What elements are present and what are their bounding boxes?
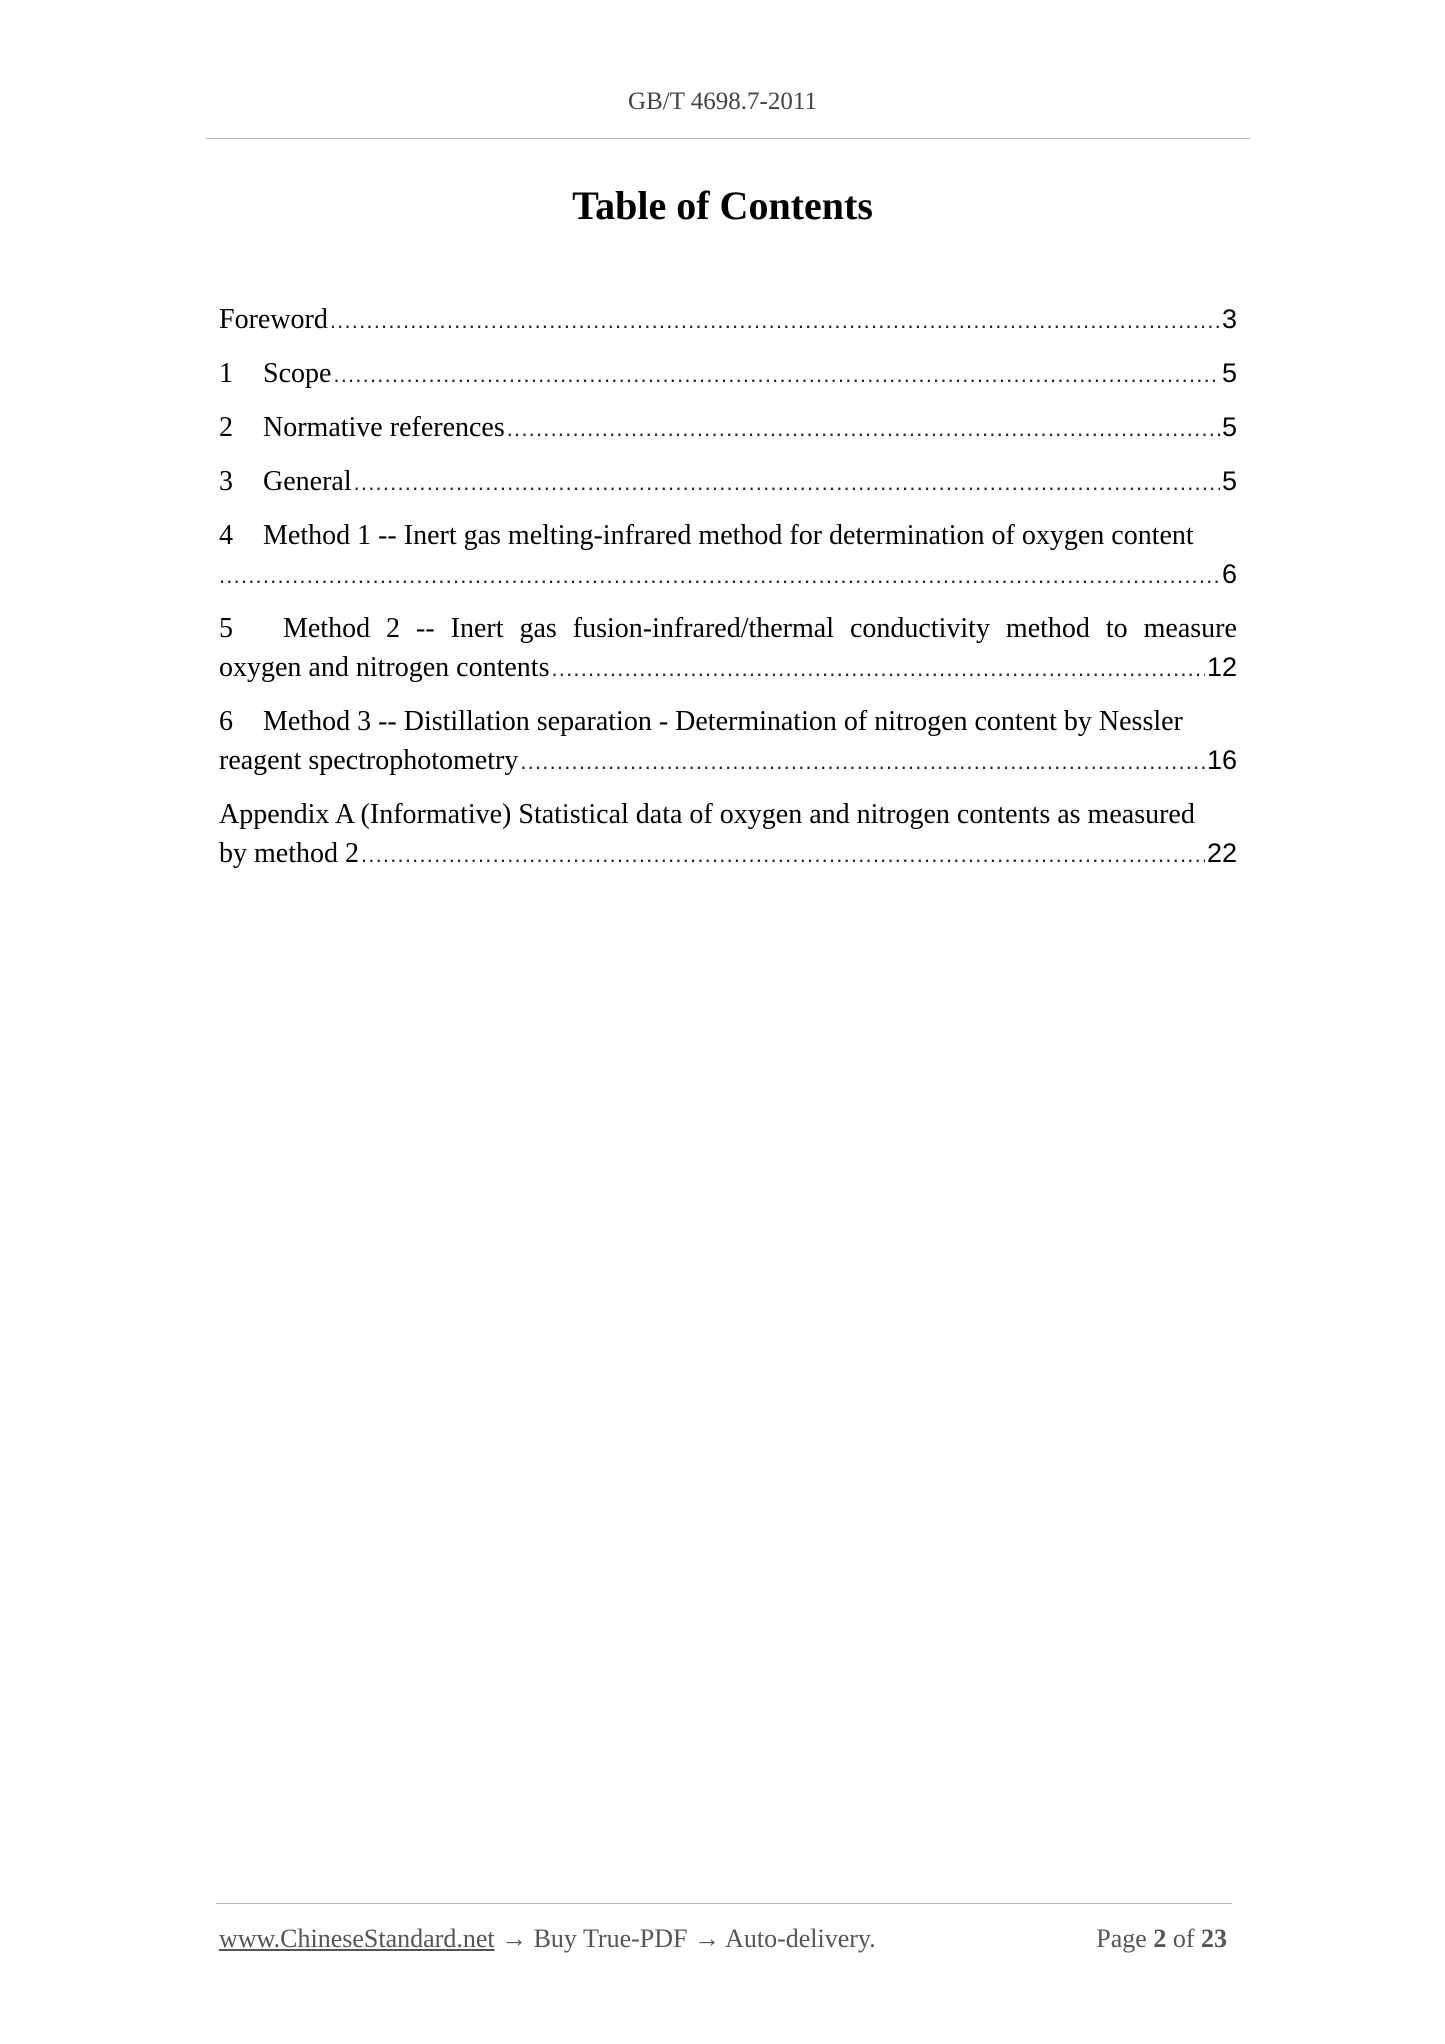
toc-entry-word: to	[1105, 613, 1128, 644]
toc-leader-dots	[219, 556, 1220, 595]
toc-entry-general[interactable]	[219, 462, 1237, 502]
toc-entry-method-1[interactable]	[219, 516, 1237, 595]
toc-entry-method-2[interactable]	[219, 609, 1237, 688]
toc-entry-label-continued: by method 2	[219, 838, 359, 869]
toc-section-number: 1	[219, 358, 233, 389]
toc-section-number: 5	[219, 613, 233, 644]
footer-divider	[216, 1903, 1232, 1904]
toc-leader-dots	[520, 742, 1205, 781]
toc-leader-dots	[333, 355, 1220, 394]
arrow-right-icon: →	[694, 1924, 720, 1953]
toc-entry-label-continued: reagent spectrophotometry	[219, 745, 519, 776]
toc-entry-word: fusion-infrared/thermal	[572, 613, 834, 644]
toc-entry-word: Inert	[450, 613, 504, 644]
toc-entry-method-3[interactable]	[219, 702, 1237, 781]
toc-entry-foreword[interactable]	[219, 300, 1237, 340]
toc-page-number: 16	[1206, 745, 1237, 775]
footer-delivery-text: Auto-delivery.	[725, 1924, 876, 1953]
toc-leader-dots	[330, 301, 1220, 340]
toc-entry-label: Method 1 -- Inert gas melting-infrared method for determination of oxygen content	[263, 520, 1194, 551]
toc-leader-dots	[354, 463, 1220, 502]
document-header-id: GB/T 4698.7-2011	[628, 88, 817, 115]
toc-leader-dots	[361, 835, 1205, 874]
toc-entry-word: conductivity	[849, 613, 990, 644]
toc-entry-word: method	[1005, 613, 1090, 644]
page-indicator	[1096, 1924, 1227, 1954]
toc-page-number: 22	[1206, 838, 1237, 868]
toc-page-number: 5	[1221, 358, 1237, 388]
toc-page-number: 6	[1221, 559, 1237, 589]
footer-buy-text: Buy True-PDF	[533, 1924, 688, 1953]
toc-entry-label: Method 3 -- Distillation separation - Determination of nitrogen content by Nessler	[263, 706, 1183, 737]
of-word: of	[1172, 1924, 1195, 1953]
toc-entry-word: Method	[282, 613, 371, 644]
website-link[interactable]: www.ChineseStandard.net	[219, 1924, 495, 1953]
header-divider	[206, 138, 1250, 139]
toc-page-number: 5	[1221, 412, 1237, 442]
toc-entry-appendix-a[interactable]	[219, 795, 1237, 874]
toc-leader-dots	[507, 409, 1220, 448]
toc-entry-label: Foreword	[219, 304, 328, 335]
page-footer	[219, 1924, 1227, 1954]
toc-entry-word: gas	[519, 613, 557, 644]
toc-section-number: 6	[219, 706, 233, 737]
toc-page-number: 3	[1221, 304, 1237, 334]
current-page-number: 2	[1153, 1924, 1167, 1953]
toc-page-number: 12	[1206, 652, 1237, 682]
toc-entry-scope[interactable]	[219, 354, 1237, 394]
footer-promo	[219, 1924, 876, 1954]
toc-entry-word: --	[416, 613, 435, 644]
toc-section-number: 3	[219, 466, 233, 497]
toc-entry-label-continued: oxygen and nitrogen contents	[219, 652, 550, 683]
toc-page-number: 5	[1221, 466, 1237, 496]
toc-section-number: 4	[219, 520, 233, 551]
toc-entry-label: Normative references	[263, 412, 505, 443]
arrow-right-icon: →	[501, 1924, 528, 1953]
toc-entry-word: measure	[1143, 613, 1237, 644]
table-of-contents	[219, 300, 1237, 874]
toc-entry-word: 2	[386, 613, 401, 644]
total-page-count: 23	[1201, 1924, 1227, 1953]
toc-leader-dots	[551, 649, 1204, 688]
toc-entry-label: General	[263, 466, 352, 497]
page-title: Table of Contents	[572, 183, 873, 228]
toc-entry-normative-references[interactable]	[219, 408, 1237, 448]
toc-entry-label: Appendix A (Informative) Statistical data of oxygen and nitrogen contents as measured	[219, 799, 1195, 830]
page-word: Page	[1096, 1924, 1147, 1953]
toc-entry-label: Scope	[263, 358, 332, 389]
toc-section-number: 2	[219, 412, 233, 443]
